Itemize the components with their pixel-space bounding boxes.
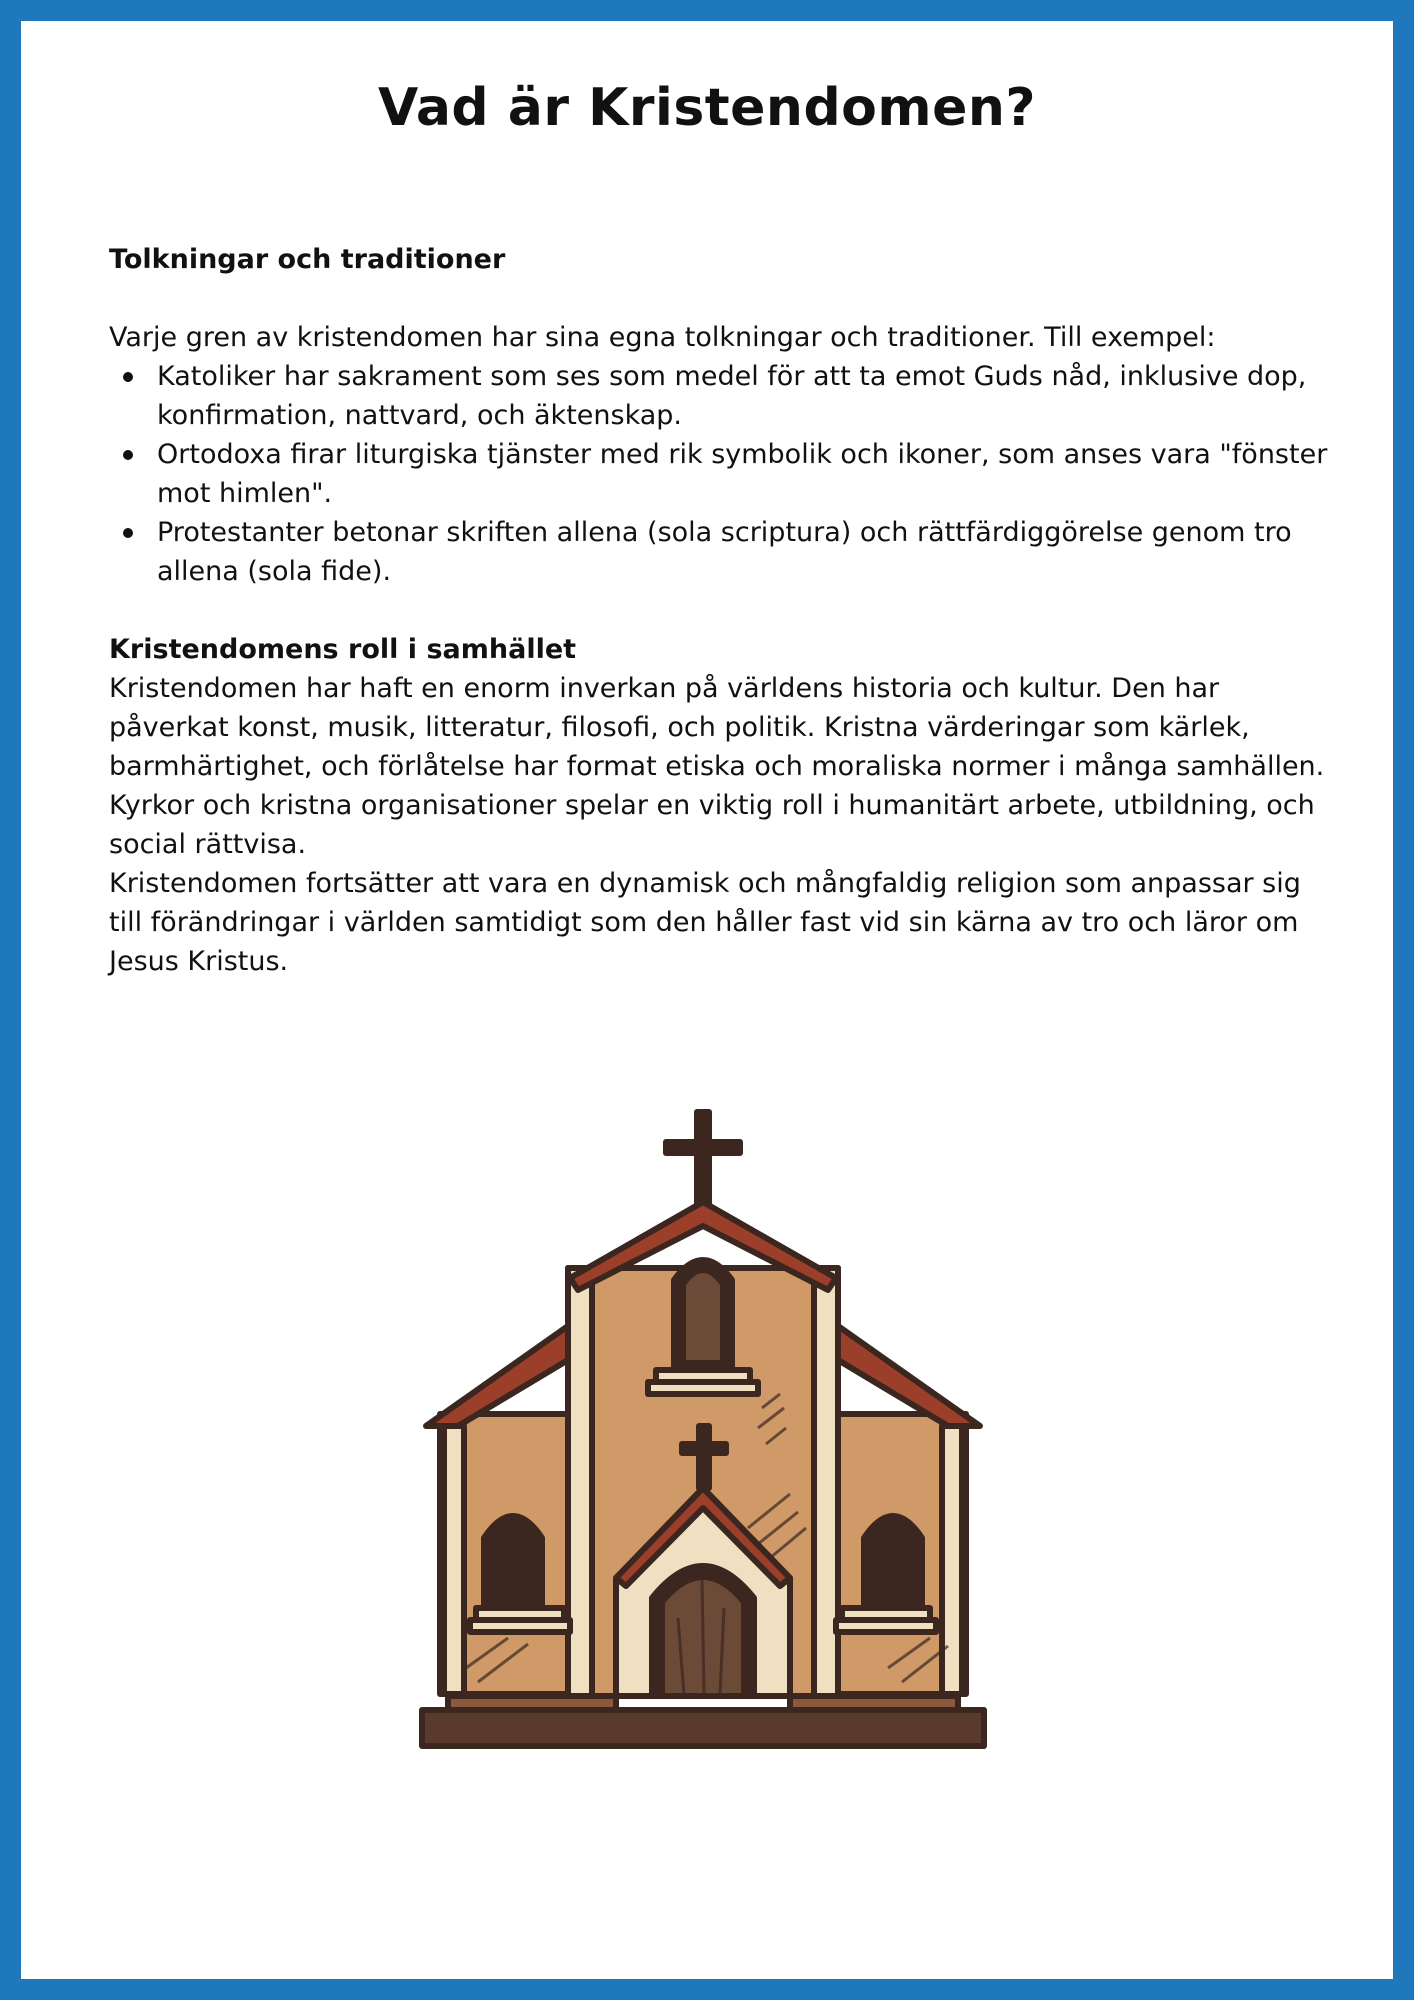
document-body: [109, 240, 1329, 981]
section-heading-traditions: Tolkningar och traditioner: [109, 244, 506, 275]
society-paragraph-1: Kristendomen har haft en enorm inverkan på världens historia och kultur. Den har påverkat konst, musik, litteratur, filosofi, och politik. Kristna värderingar som kärlek, barmhärtighet, och förlåtelse har format etiska och moraliska normer i många samhällen. Kyrkor och kristna organisationer spelar en viktig roll i humanitärt arbete, utbildning, och social rättvisa.: [109, 673, 1325, 860]
section-heading-society: Kristendomens roll i samhället: [109, 634, 577, 665]
bullet-icon: [123, 372, 133, 382]
traditions-list: [109, 357, 1329, 591]
page-title: Vad är Kristendomen?: [377, 78, 1037, 138]
bullet-icon: [123, 450, 133, 460]
church-illustration-icon: [418, 1108, 988, 1752]
list-item: Katoliker har sakrament som ses som medel för att ta emot Guds nåd, inklusive dop, konfirmation, nattvard, och äktenskap.: [157, 357, 1329, 435]
list-item: Protestanter betonar skriften allena (sola scriptura) och rättfärdiggörelse genom tro allena (sola fide).: [157, 513, 1329, 591]
society-paragraph-2: Kristendomen fortsätter att vara en dynamisk och mångfaldig religion som anpassar sig till förändringar i världen samtidigt som den håller fast vid sin kärna av tro och läror om Jesus Kristus.: [109, 868, 1301, 977]
list-item: Ortodoxa firar liturgiska tjänster med rik symbolik och ikoner, som anses vara "fönster mot himlen".: [157, 435, 1329, 513]
bullet-icon: [123, 528, 133, 538]
traditions-intro: Varje gren av kristendomen har sina egna tolkningar och traditioner. Till exempel:: [109, 322, 1216, 353]
